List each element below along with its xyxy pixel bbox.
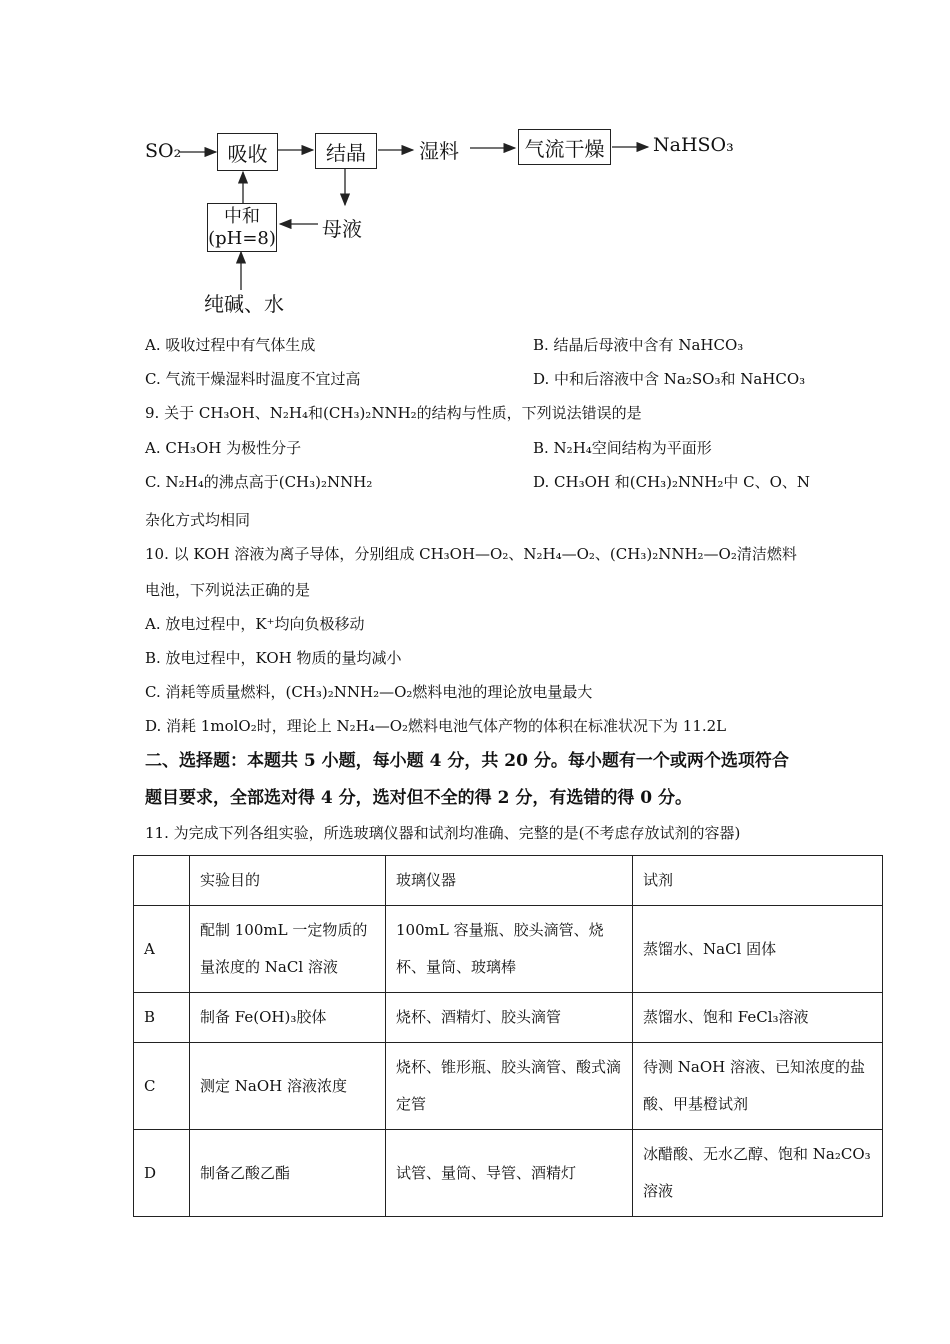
table-header-cell: 玻璃仪器: [386, 856, 633, 906]
table-row: [134, 993, 883, 1043]
flow-neutral-box: [207, 203, 277, 252]
q10-stem: 10. 以 KOH 溶液为离子导体，分别组成 CH₃OH—O₂、N₂H₄—O₂、(CH₃)₂NNH₂—O₂清洁燃料: [145, 545, 797, 563]
flow-mother: 母液: [322, 217, 362, 241]
q8-option-a: A. 吸收过程中有气体生成: [145, 336, 316, 354]
table-header-cell: 试剂: [633, 856, 883, 906]
q10-option-a: A. 放电过程中，K⁺均向负极移动: [145, 615, 365, 633]
q9-option-a: A. CH₃OH 为极性分子: [145, 439, 302, 457]
table-row: [134, 906, 883, 993]
flow-absorb-box: 吸收: [217, 133, 278, 171]
table-cell-label: A: [134, 906, 190, 993]
flow-neutral-line1: 中和: [224, 205, 260, 227]
flow-so2: SO₂: [145, 140, 182, 162]
table-cell-glassware: 100mL 容量瓶、胶头滴管、烧杯、量筒、玻璃棒: [386, 906, 633, 993]
section2-heading: 二、选择题：本题共 5 小题，每小题 4 分，共 20 分。每小题有一个或两个选项符合: [145, 751, 789, 771]
section2-heading-cont: 题目要求，全部选对得 4 分，选对但不全的得 2 分，有选错的得 0 分。: [145, 788, 692, 808]
table-header-cell: 实验目的: [190, 856, 386, 906]
flowchart-arrows: [0, 0, 950, 320]
table-cell-purpose: 制备 Fe(OH)₃胶体: [190, 993, 386, 1043]
q9-option-d-cont: 杂化方式均相同: [145, 511, 251, 529]
table-cell-purpose: 制备乙酸乙酯: [190, 1130, 386, 1217]
table-cell-label: C: [134, 1043, 190, 1130]
q11-table: [133, 855, 883, 1217]
table-cell-reagents: 蒸馏水、NaCl 固体: [633, 906, 883, 993]
table-cell-reagents: 冰醋酸、无水乙醇、饱和 Na₂CO₃溶液: [633, 1130, 883, 1217]
q10-stem-cont: 电池，下列说法正确的是: [145, 581, 311, 599]
q10-option-c: C. 消耗等质量燃料，(CH₃)₂NNH₂—O₂燃料电池的理论放电量最大: [145, 683, 593, 701]
table-row: [134, 1043, 883, 1130]
flow-dry-box: 气流干燥: [518, 129, 611, 165]
q8-option-c: C. 气流干燥湿料时温度不宜过高: [145, 370, 361, 388]
table-cell-glassware: 试管、量筒、导管、酒精灯: [386, 1130, 633, 1217]
q10-option-d: D. 消耗 1molO₂时，理论上 N₂H₄—O₂燃料电池气体产物的体积在标准状况下为 11.2L: [145, 717, 727, 735]
q11-stem: 11. 为完成下列各组实验，所选玻璃仪器和试剂均准确、完整的是(不考虑存放试剂的容器): [145, 824, 741, 842]
table-cell-reagents: 蒸馏水、饱和 FeCl₃溶液: [633, 993, 883, 1043]
flow-product: NaHSO₃: [653, 134, 734, 156]
q9-option-c: C. N₂H₄的沸点高于(CH₃)₂NNH₂: [145, 473, 373, 491]
flow-soda: 纯碱、水: [204, 292, 284, 316]
table-header-cell: [134, 856, 190, 906]
q10-option-b: B. 放电过程中，KOH 物质的量均减小: [145, 649, 402, 667]
table-cell-label: B: [134, 993, 190, 1043]
q9-option-d: D. CH₃OH 和(CH₃)₂NNH₂中 C、O、N: [533, 473, 811, 491]
flow-neutral-line2: (pH=8): [208, 227, 276, 249]
table-cell-reagents: 待测 NaOH 溶液、已知浓度的盐酸、甲基橙试剂: [633, 1043, 883, 1130]
q8-option-b: B. 结晶后母液中含有 NaHCO₃: [533, 336, 744, 354]
table-cell-glassware: 烧杯、锥形瓶、胶头滴管、酸式滴定管: [386, 1043, 633, 1130]
q9-option-b: B. N₂H₄空间结构为平面形: [533, 439, 712, 457]
flow-crystal-box: 结晶: [315, 133, 377, 169]
table-cell-purpose: 测定 NaOH 溶液浓度: [190, 1043, 386, 1130]
table-cell-purpose: 配制 100mL 一定物质的量浓度的 NaCl 溶液: [190, 906, 386, 993]
flow-wet: 湿料: [419, 139, 459, 163]
q9-stem: 9. 关于 CH₃OH、N₂H₄和(CH₃)₂NNH₂的结构与性质，下列说法错误的是: [145, 404, 642, 422]
q8-option-d: D. 中和后溶液中含 Na₂SO₃和 NaHCO₃: [533, 370, 806, 388]
table-cell-label: D: [134, 1130, 190, 1217]
table-cell-glassware: 烧杯、酒精灯、胶头滴管: [386, 993, 633, 1043]
table-row: [134, 1130, 883, 1217]
table-header-row: [134, 856, 883, 906]
